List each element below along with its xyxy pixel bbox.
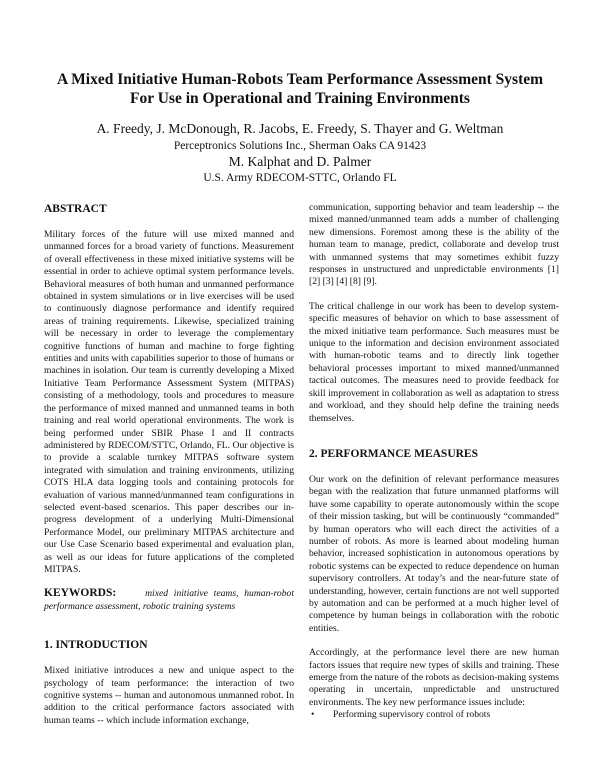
title-line-1: A Mixed Initiative Human-Robots Team Performance Assessment System bbox=[56, 71, 544, 88]
affiliation-secondary: U.S. Army RDECOM-STTC, Orlando FL bbox=[203, 172, 397, 184]
keywords-text: mixed initiative teams, human-robot performance assessment, robotic training systems bbox=[44, 588, 294, 612]
affiliation-primary: Perceptronics Solutions Inc., Sherman Oaks CA 91423 bbox=[173, 140, 427, 152]
right-column bbox=[309, 202, 559, 722]
paper-title bbox=[30, 70, 570, 108]
performance-paragraph-2: Accordingly, at the performance level there are new human factors issues that require new types of skills and training. These emerge from the nature of the robots as decision-making systems operating in uncertain, unpredictable and unstructured environments. The key new performance issues include: bbox=[309, 647, 559, 708]
authors-secondary: M. Kalphat and D. Palmer bbox=[228, 154, 372, 169]
performance-heading: 2. PERFORMANCE MEASURES bbox=[309, 447, 478, 460]
intro-continued-paragraph: communication, supporting behavior and team leadership -- the mixed manned/unmanned team adds a number of challenging new dimensions. Foremost among these is the ability of the human team to manage, predict, collaborate and develop trust with unmanned systems that may sometimes exhibit fuzzy responses in unstructured and unpredictable environments [1] [2] [3] [4] [8] [9]. bbox=[309, 202, 559, 288]
abstract-text: Military forces of the future will use mixed manned and unmanned forces for a broad variety of functions. Measurement of overall effectiveness in these mixed initiative systems will be essential in order to achieve optimal system performance levels. Behavioral measures of both human and unmanned performance obtained in system simulations or in live exercises will be used to continuously diagnose performance and identify required areas of training requirements. Likewise, specialized training will be necessary in order to leverage the complementary cognitive functions of human and machine to forge fighting entities and units with capabilities superior to those of humans or machines in isolation. Our team is currently developing a Mixed Initiative Team Performance Assessment System (MITPAS) consisting of a methodology, tools and procedures to measure the performance of mixed manned and unmanned teams in both training and real world operational environments. The work is being performed under SBIR Phase I and II contracts administered by RDECOM/STTC, Orlando, FL. Our objective is to provide a scalable turnkey MITPAS software system integrated with simulation and training environments, utilizing COTS HLA data logging tools and containing protocols for evaluation of various manned/unmanned team configurations in selected event-based scenarios. This paper describes our in-progress development of a underlying Multi-Dimensional Performance Model, our preliminary MITPAS architecture and our Use Case Scenario based experimental and evaluation plan, as well as our ideas for future applications of the completed MITPAS. bbox=[44, 229, 294, 575]
title-line-2: For Use in Operational and Training Environments bbox=[130, 90, 470, 107]
keywords bbox=[44, 587, 294, 613]
authors-primary: A. Freedy, J. McDonough, R. Jacobs, E. Freedy, S. Thayer and G. Weltman bbox=[96, 121, 504, 136]
introduction-heading: 1. INTRODUCTION bbox=[44, 639, 148, 652]
abstract-heading: ABSTRACT bbox=[44, 203, 107, 215]
keywords-label: KEYWORDS: bbox=[44, 587, 117, 600]
performance-issues-list bbox=[309, 709, 559, 721]
introduction-text: Mixed initiative introduces a new and unique aspect to the psychology of team performance: the interaction of two cognitive systems -- human and autonomous unmanned robot. In addition to the critical performance factors associated with human teams -- which include information exchange, bbox=[44, 665, 294, 726]
performance-paragraph-1: Our work on the definition of relevant performance measures began with the realization that future unmanned platforms will have some capability to operate autonomously within the scope of their mission tasking, but will be continuously “commanded” by human operators who will each direct the activities of a number of robots. As more is learned about modeling human behavior, increased sophistication in autonomous operations by robotic systems can be expected to reduce dependence on human supervisory controllers. At today’s and the near-future state of understanding, however, certain functions are not well supported by automation and can be performed at a much higher level of competence by human beings in collaboration with the robotic entities. bbox=[309, 473, 559, 634]
left-column bbox=[44, 202, 294, 727]
list-item: • Performing supervisory control of robots bbox=[309, 709, 559, 721]
critical-challenge-paragraph: The critical challenge in our work has been to develop system-specific measures of behavior on which to base assessment of the mixed initiative team performance. Such measures must be unique to the information and decision environment associated with human-robotic teams and to directly link together behavioral processes important to mixed manned/unmanned tactical outcomes. The measures need to provide feedback for skill improvement in collaboration as well as adaptation to stress and workload, and they should help define the training needs themselves. bbox=[309, 300, 559, 424]
